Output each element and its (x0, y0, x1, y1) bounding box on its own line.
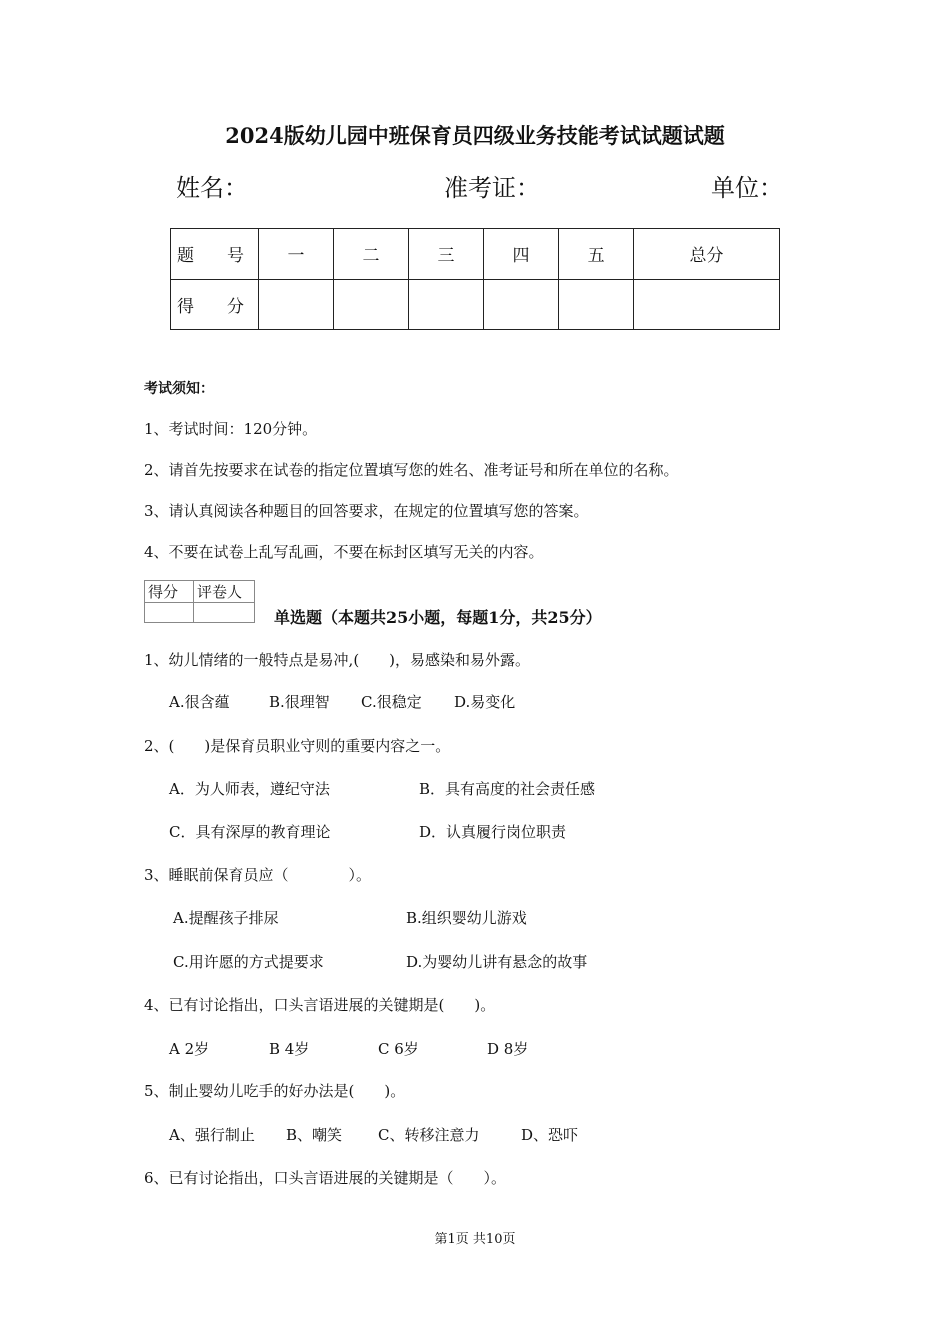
notes-item: 3、请认真阅读各种题目的回答要求，在规定的位置填写您的答案。 (144, 502, 589, 520)
score-header-1: 一 (259, 229, 334, 280)
name-field-label: 姓名： (176, 174, 248, 202)
score-table-header-row (171, 229, 780, 280)
grader-score-cell (145, 603, 194, 623)
score-cell-4 (484, 279, 559, 330)
question-option: C．具有深厚的教育理论 (169, 823, 331, 841)
grader-score-label: 得分 (145, 581, 194, 603)
notes-item: 4、不要在试卷上乱写乱画，不要在标封区填写无关的内容。 (144, 543, 544, 561)
grader-name-label: 评卷人 (194, 581, 255, 603)
question-option: A、强行制止 (169, 1126, 255, 1144)
section-title: 单选题（本题共25小题，每题1分，共25分） (274, 608, 602, 627)
question-option: A．为人师表，遵纪守法 (169, 780, 330, 798)
question-stem: 1、幼儿情绪的一般特点是易冲,( )，易感染和易外露。 (144, 651, 531, 669)
question-stem: 5、制止婴幼儿吃手的好办法是( )。 (144, 1082, 406, 1100)
question-option: B．具有高度的社会责任感 (419, 780, 596, 798)
question-option: D 8岁 (487, 1040, 529, 1058)
score-header-label: 题 号 (171, 229, 259, 280)
question-option: A.提醒孩子排尿 (173, 909, 279, 927)
unit-field-label: 单位： (711, 174, 783, 202)
score-header-4: 四 (484, 229, 559, 280)
score-header-5: 五 (559, 229, 634, 280)
candidate-fields (0, 168, 950, 204)
page-footer: 第1页 共10页 (434, 1232, 516, 1247)
score-cell-2 (334, 279, 409, 330)
question-stem: 4、已有讨论指出，口头言语进展的关键期是( )。 (144, 996, 496, 1014)
question-option: D．认真履行岗位职责 (419, 823, 567, 841)
score-table-score-row (171, 279, 780, 330)
score-header-total: 总分 (634, 229, 780, 280)
score-cell-1 (259, 279, 334, 330)
score-table (170, 228, 780, 330)
question-stem: 6、已有讨论指出，口头言语进展的关键期是（ ）。 (144, 1169, 507, 1187)
question-stem: 2、( )是保育员职业守则的重要内容之一。 (144, 737, 451, 755)
question-stem: 3、睡眠前保育员应（ ）。 (144, 866, 372, 884)
notes-item: 1、考试时间：120分钟。 (144, 420, 318, 438)
question-option: C、转移注意力 (378, 1126, 480, 1144)
ticket-field-label: 准考证： (444, 174, 540, 202)
question-option: A 2岁 (169, 1040, 210, 1058)
grader-box (144, 580, 255, 623)
question-option: C.用许愿的方式提要求 (173, 953, 324, 971)
score-cell-5 (559, 279, 634, 330)
score-header-2: 二 (334, 229, 409, 280)
grader-name-cell (194, 603, 255, 623)
question-option: B 4岁 (269, 1040, 310, 1058)
question-option: C 6岁 (378, 1040, 419, 1058)
page-title: 2024版幼儿园中班保育员四级业务技能考试试题试题 (225, 123, 725, 148)
question-option: A.很含蕴 (169, 693, 230, 711)
question-option: D.为婴幼儿讲有悬念的故事 (406, 953, 588, 971)
score-header-3: 三 (409, 229, 484, 280)
question-option: D、恐吓 (521, 1126, 579, 1144)
score-cell-total (634, 279, 780, 330)
question-option: C.很稳定 (361, 693, 422, 711)
notes-item: 2、请首先按要求在试卷的指定位置填写您的姓名、准考证号和所在单位的名称。 (144, 461, 679, 479)
question-option: B、嘲笑 (286, 1126, 343, 1144)
score-cell-3 (409, 279, 484, 330)
notes-title: 考试须知： (144, 381, 214, 397)
question-option: B.很理智 (269, 693, 330, 711)
score-row-label: 得 分 (171, 279, 259, 330)
question-option: B.组织婴幼儿游戏 (406, 909, 527, 927)
question-option: D.易变化 (454, 693, 516, 711)
